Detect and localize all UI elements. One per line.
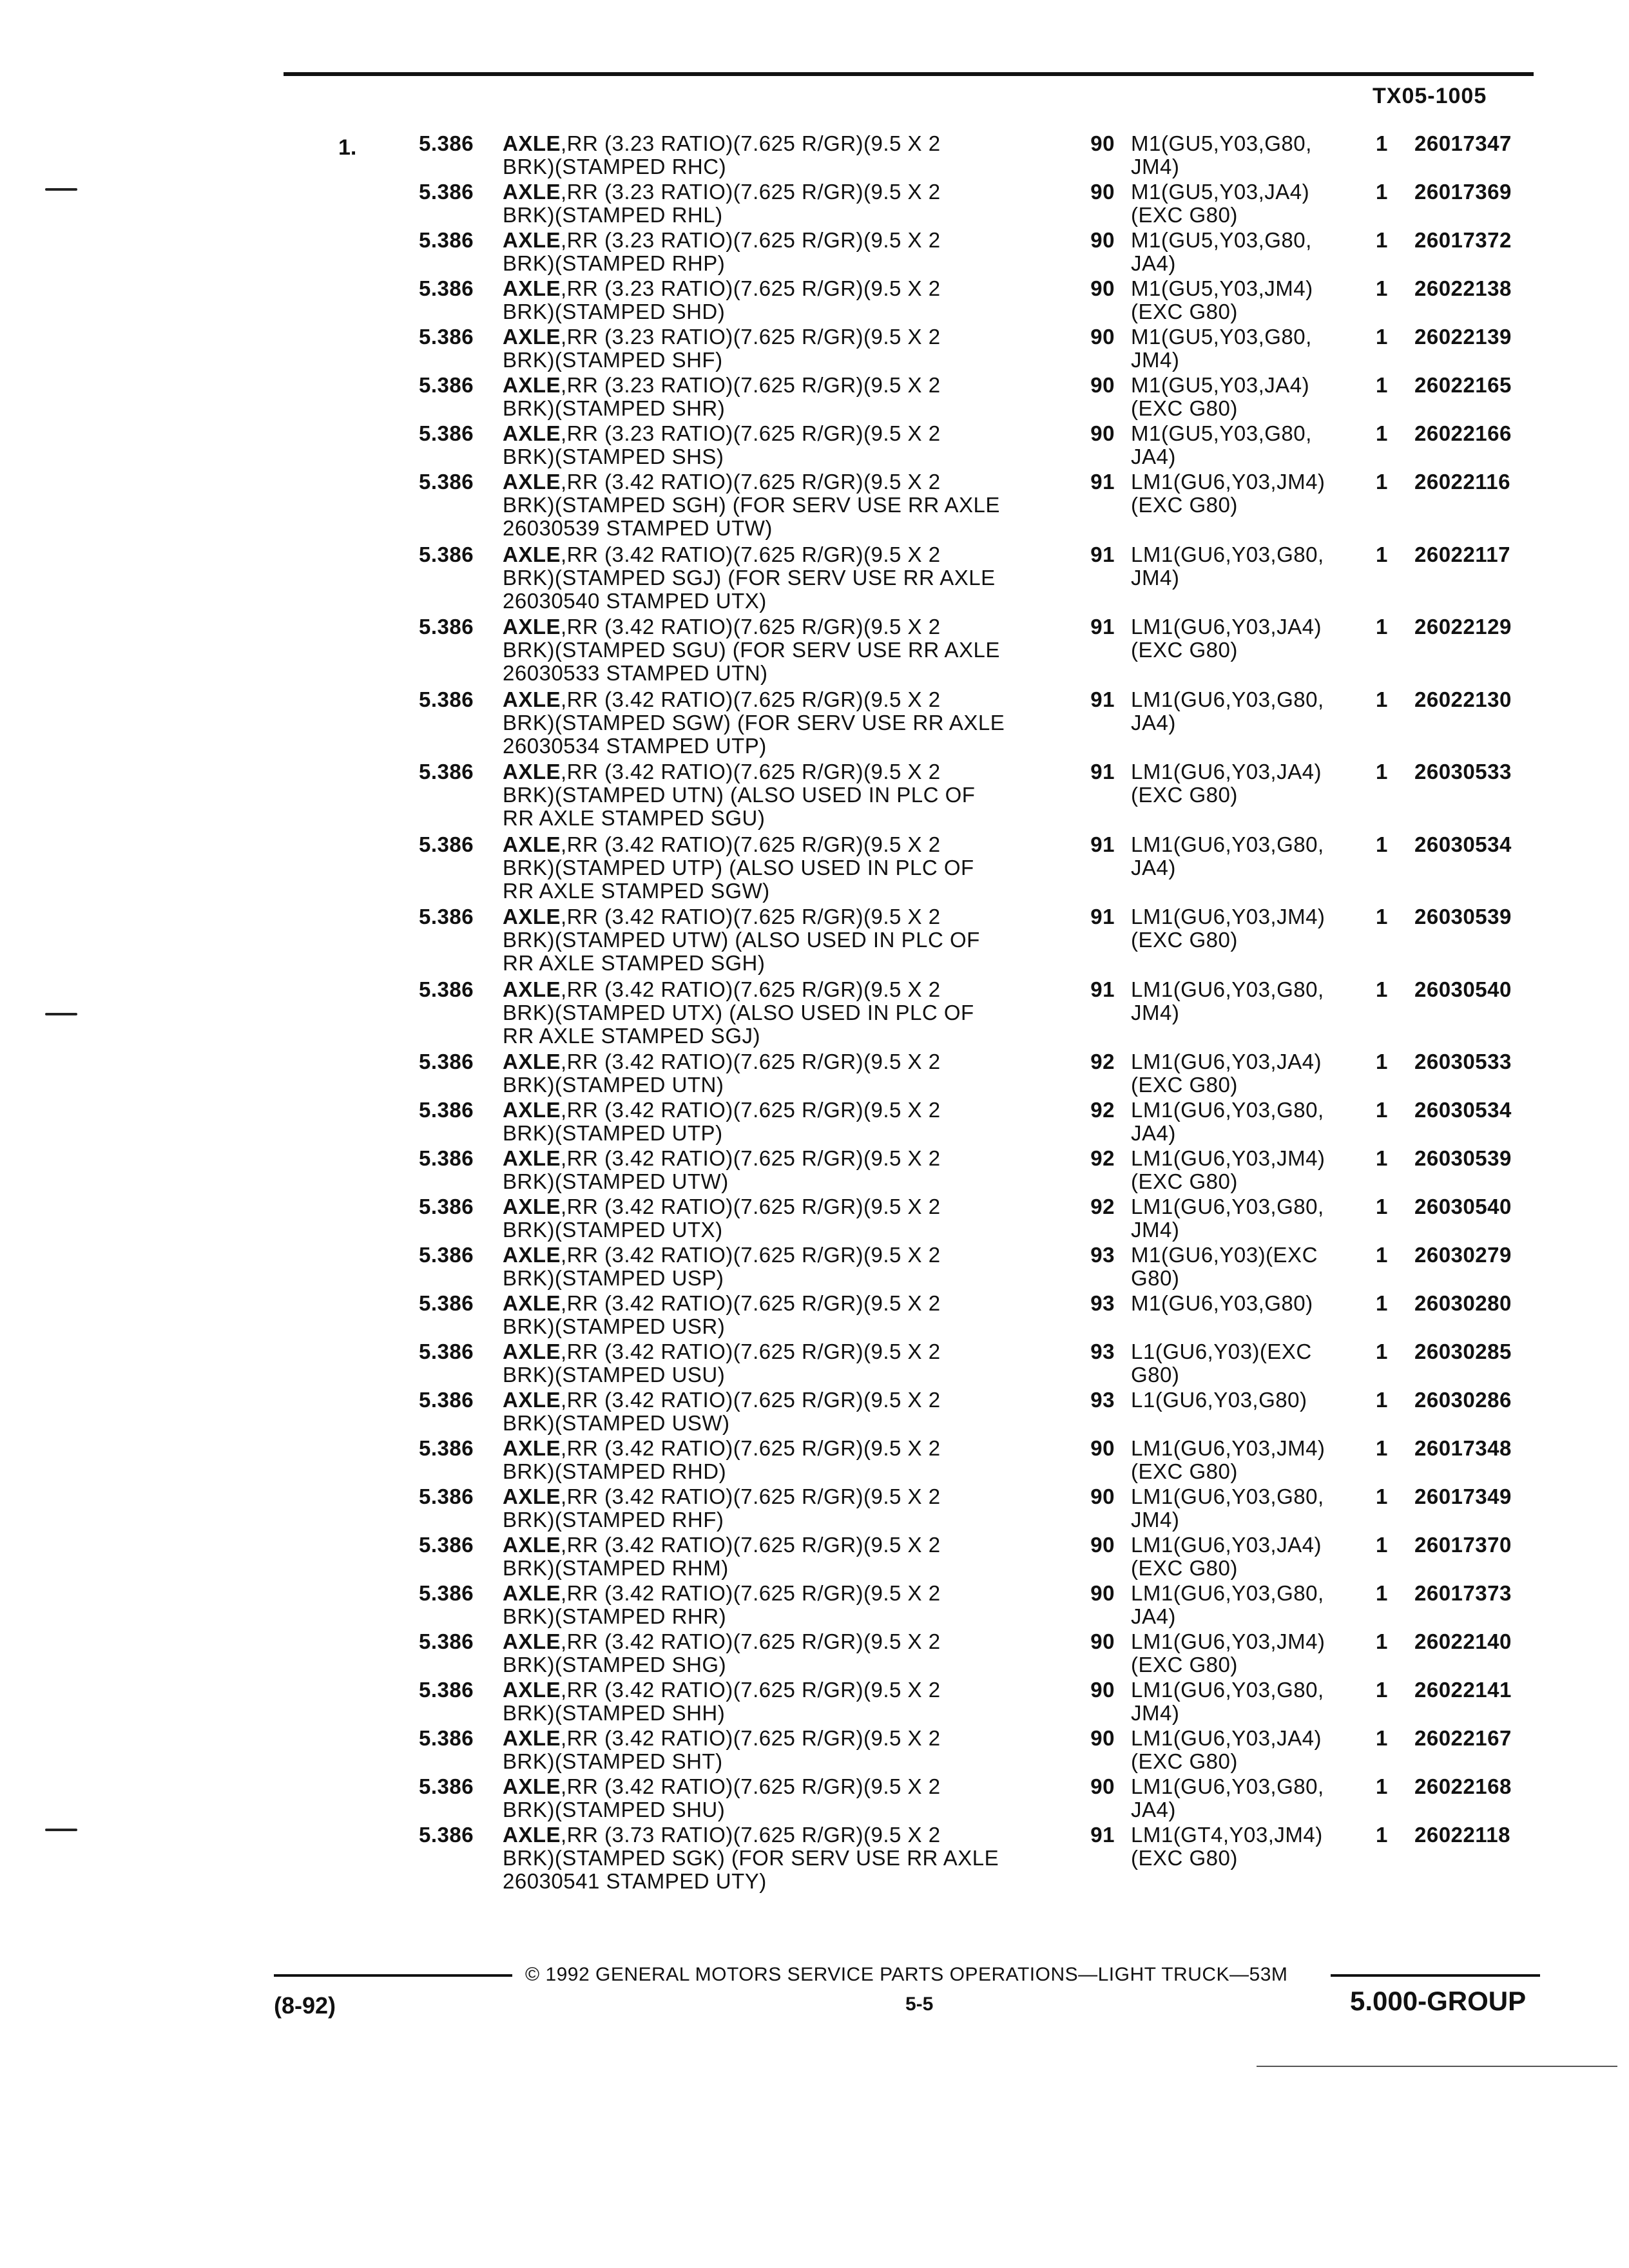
document-code: TX05-1005 (1373, 84, 1487, 108)
section-number: 5.386 (419, 325, 474, 349)
section-number: 5.386 (419, 180, 474, 204)
part-name: AXLE (503, 1774, 561, 1798)
quantity: 1 (1376, 1726, 1388, 1750)
part-detail: ,RR (3.42 RATIO)(7.625 R/GR)(9.5 X 2 BRK)(STAMPED USU) (503, 1340, 941, 1387)
part-detail: ,RR (3.42 RATIO)(7.625 R/GR)(9.5 X 2 BRK)(STAMPED UTW) (ALSO USED IN PLC OF RR AXLE STAMPED SGH) (503, 905, 980, 975)
scan-artifact-line (1257, 2066, 1617, 2067)
model-year: 90 (1090, 180, 1115, 204)
part-detail: ,RR (3.42 RATIO)(7.625 R/GR)(9.5 X 2 BRK)(STAMPED UTX) (503, 1195, 941, 1242)
part-detail: ,RR (3.23 RATIO)(7.625 R/GR)(9.5 X 2 BRK)(STAMPED RHC) (503, 131, 941, 178)
model-usage: M1(GU5,Y03,JA4) (EXC G80) (1131, 373, 1310, 420)
quantity: 1 (1376, 832, 1388, 856)
section-number: 5.386 (419, 760, 474, 783)
model-year: 92 (1090, 1050, 1115, 1073)
model-usage: LM1(GU6,Y03,G80, JM4) (1131, 1678, 1324, 1725)
quantity: 1 (1376, 1243, 1388, 1267)
quantity: 1 (1376, 905, 1388, 928)
part-number: 26022116 (1414, 470, 1511, 494)
part-number: 26022141 (1414, 1678, 1512, 1702)
model-year: 90 (1090, 1678, 1115, 1702)
part-name: AXLE (503, 687, 561, 711)
model-usage: LM1(GU6,Y03,G80, JM4) (1131, 1195, 1324, 1242)
part-detail: ,RR (3.42 RATIO)(7.625 R/GR)(9.5 X 2 BRK)(STAMPED USW) (503, 1388, 941, 1435)
part-name: AXLE (503, 542, 561, 566)
section-number: 5.386 (419, 1629, 474, 1653)
part-detail: ,RR (3.42 RATIO)(7.625 R/GR)(9.5 X 2 BRK)(STAMPED SGJ) (FOR SERV USE RR AXLE 26030540 STAMPED UTX) (503, 542, 996, 613)
model-usage: LM1(GU6,Y03,JM4) (EXC G80) (1131, 1436, 1325, 1483)
quantity: 1 (1376, 760, 1388, 783)
quantity: 1 (1376, 542, 1388, 566)
group-label: 5.000-GROUP (1350, 1986, 1527, 2016)
model-year: 90 (1090, 1436, 1115, 1460)
model-year: 90 (1090, 1774, 1115, 1798)
part-name: AXLE (503, 373, 561, 397)
model-year: 90 (1090, 421, 1115, 445)
section-number: 5.386 (419, 1050, 474, 1073)
quantity: 1 (1376, 1098, 1388, 1122)
part-number: 26030534 (1414, 1098, 1512, 1122)
part-name: AXLE (503, 1485, 561, 1508)
part-description (503, 1050, 1050, 1097)
page-number: 5-5 (905, 1994, 934, 2015)
model-usage: L1(GU6,Y03)(EXC G80) (1131, 1340, 1312, 1387)
part-number: 26030533 (1414, 1050, 1512, 1073)
part-name: AXLE (503, 1533, 561, 1557)
part-number: 26022140 (1414, 1629, 1512, 1653)
margin-mark (45, 1829, 77, 1831)
part-name: AXLE (503, 1340, 561, 1363)
model-year: 91 (1090, 615, 1115, 639)
part-number: 26017348 (1414, 1436, 1512, 1460)
part-description (503, 1630, 1050, 1677)
part-number: 26022166 (1414, 421, 1512, 445)
part-description (503, 1485, 1050, 1532)
part-description (503, 470, 1050, 540)
part-name: AXLE (503, 1823, 561, 1847)
section-number: 5.386 (419, 1581, 474, 1605)
header-rule (284, 72, 1534, 76)
section-number: 5.386 (419, 373, 474, 397)
part-description (503, 1533, 1050, 1580)
section-number: 5.386 (419, 1533, 474, 1557)
quantity: 1 (1376, 1533, 1388, 1557)
section-number: 5.386 (419, 687, 474, 711)
section-number: 5.386 (419, 1678, 474, 1702)
model-usage: LM1(GU6,Y03,JM4) (EXC G80) (1131, 1146, 1325, 1193)
part-name: AXLE (503, 1098, 561, 1122)
model-usage: LM1(GU6,Y03,JM4) (EXC G80) (1131, 470, 1325, 517)
model-usage: LM1(GU6,Y03,G80, JA4) (1131, 1098, 1324, 1145)
model-usage: M1(GU5,Y03,JM4) (EXC G80) (1131, 276, 1313, 323)
part-name: AXLE (503, 228, 561, 252)
part-detail: ,RR (3.42 RATIO)(7.625 R/GR)(9.5 X 2 BRK)(STAMPED RHM) (503, 1533, 941, 1580)
model-usage: LM1(GU6,Y03,G80, JA4) (1131, 1774, 1324, 1821)
model-year: 91 (1090, 760, 1115, 783)
section-number: 5.386 (419, 977, 474, 1001)
part-number: 26022118 (1414, 1823, 1511, 1847)
margin-mark (45, 188, 77, 191)
model-year: 92 (1090, 1195, 1115, 1218)
model-usage: LM1(GU6,Y03,G80, JM4) (1131, 542, 1324, 590)
part-detail: ,RR (3.42 RATIO)(7.625 R/GR)(9.5 X 2 BRK)(STAMPED RHD) (503, 1436, 941, 1483)
model-year: 90 (1090, 1533, 1115, 1557)
model-usage: M1(GU5,Y03,G80, JM4) (1131, 131, 1312, 178)
model-usage: M1(GU5,Y03,G80, JA4) (1131, 421, 1312, 468)
part-description (503, 1340, 1050, 1387)
part-detail: ,RR (3.42 RATIO)(7.625 R/GR)(9.5 X 2 BRK)(STAMPED USP) (503, 1243, 941, 1290)
section-number: 5.386 (419, 1436, 474, 1460)
part-name: AXLE (503, 1050, 561, 1073)
model-usage: LM1(GT4,Y03,JM4) (EXC G80) (1131, 1823, 1323, 1870)
model-year: 91 (1090, 905, 1115, 928)
part-detail: ,RR (3.23 RATIO)(7.625 R/GR)(9.5 X 2 BRK)(STAMPED SHS) (503, 421, 941, 468)
part-detail: ,RR (3.42 RATIO)(7.625 R/GR)(9.5 X 2 BRK)(STAMPED SHG) (503, 1629, 941, 1677)
part-description (503, 1727, 1050, 1773)
part-detail: ,RR (3.42 RATIO)(7.625 R/GR)(9.5 X 2 BRK)(STAMPED SHH) (503, 1678, 941, 1725)
part-name: AXLE (503, 1195, 561, 1218)
model-year: 93 (1090, 1340, 1115, 1363)
part-description (503, 833, 1050, 903)
part-description (503, 543, 1050, 613)
part-name: AXLE (503, 1243, 561, 1267)
model-usage: LM1(GU6,Y03,G80, JM4) (1131, 977, 1324, 1024)
quantity: 1 (1376, 1823, 1388, 1847)
quantity: 1 (1376, 1581, 1388, 1605)
quantity: 1 (1376, 977, 1388, 1001)
part-detail: ,RR (3.42 RATIO)(7.625 R/GR)(9.5 X 2 BRK)(STAMPED USR) (503, 1291, 941, 1338)
model-usage: LM1(GU6,Y03,JA4) (EXC G80) (1131, 760, 1322, 807)
section-number: 5.386 (419, 832, 474, 856)
part-name: AXLE (503, 1726, 561, 1750)
part-name: AXLE (503, 977, 561, 1001)
part-description (503, 1099, 1050, 1145)
model-year: 90 (1090, 1485, 1115, 1508)
model-year: 92 (1090, 1098, 1115, 1122)
part-number: 26022129 (1414, 615, 1512, 639)
quantity: 1 (1376, 228, 1388, 252)
quantity: 1 (1376, 180, 1388, 204)
part-detail: ,RR (3.42 RATIO)(7.625 R/GR)(9.5 X 2 BRK)(STAMPED UTP) (503, 1098, 941, 1145)
model-usage: LM1(GU6,Y03,JM4) (EXC G80) (1131, 905, 1325, 952)
section-number: 5.386 (419, 276, 474, 300)
part-number: 26017349 (1414, 1485, 1512, 1508)
model-year: 93 (1090, 1388, 1115, 1412)
model-usage: M1(GU5,Y03,G80, JM4) (1131, 325, 1312, 372)
part-detail: ,RR (3.42 RATIO)(7.625 R/GR)(9.5 X 2 BRK)(STAMPED SGH) (FOR SERV USE RR AXLE 26030539 STAMPED UTW) (503, 470, 1000, 540)
quantity: 1 (1376, 373, 1388, 397)
part-description (503, 688, 1050, 758)
model-usage: LM1(GU6,Y03,JA4) (EXC G80) (1131, 1533, 1322, 1580)
quantity: 1 (1376, 1388, 1388, 1412)
part-name: AXLE (503, 421, 561, 445)
part-detail: ,RR (3.23 RATIO)(7.625 R/GR)(9.5 X 2 BRK)(STAMPED RHP) (503, 228, 941, 275)
part-detail: ,RR (3.42 RATIO)(7.625 R/GR)(9.5 X 2 BRK)(STAMPED SHT) (503, 1726, 941, 1773)
part-detail: ,RR (3.42 RATIO)(7.625 R/GR)(9.5 X 2 BRK)(STAMPED UTW) (503, 1146, 941, 1193)
section-number: 5.386 (419, 421, 474, 445)
part-name: AXLE (503, 905, 561, 928)
footer-rule-left (274, 1974, 512, 1977)
model-year: 90 (1090, 131, 1115, 155)
model-usage: LM1(GU6,Y03,JA4) (EXC G80) (1131, 1050, 1322, 1097)
part-description (503, 1678, 1050, 1725)
section-number: 5.386 (419, 1291, 474, 1315)
model-year: 90 (1090, 1581, 1115, 1605)
part-number: 26030534 (1414, 832, 1512, 856)
section-number: 5.386 (419, 1098, 474, 1122)
part-detail: ,RR (3.23 RATIO)(7.625 R/GR)(9.5 X 2 BRK)(STAMPED SHR) (503, 373, 941, 420)
part-number: 26022117 (1414, 542, 1511, 566)
model-year: 93 (1090, 1291, 1115, 1315)
part-number: 26022165 (1414, 373, 1512, 397)
part-detail: ,RR (3.42 RATIO)(7.625 R/GR)(9.5 X 2 BRK)(STAMPED UTX) (ALSO USED IN PLC OF RR AXLE STAMPED SGJ) (503, 977, 974, 1048)
model-usage: M1(GU5,Y03,JA4) (EXC G80) (1131, 180, 1310, 227)
part-number: 26022138 (1414, 276, 1512, 300)
model-usage: LM1(GU6,Y03,G80, JA4) (1131, 832, 1324, 879)
quantity: 1 (1376, 1340, 1388, 1363)
part-number: 26030279 (1414, 1243, 1512, 1267)
section-number: 5.386 (419, 1823, 474, 1847)
model-year: 90 (1090, 325, 1115, 349)
part-name: AXLE (503, 180, 561, 204)
part-name: AXLE (503, 1629, 561, 1653)
part-description (503, 1823, 1050, 1893)
group-number: 1. (338, 135, 357, 160)
section-number: 5.386 (419, 1485, 474, 1508)
part-description (503, 374, 1050, 420)
quantity: 1 (1376, 1291, 1388, 1315)
section-number: 5.386 (419, 615, 474, 639)
part-detail: ,RR (3.23 RATIO)(7.625 R/GR)(9.5 X 2 BRK)(STAMPED SHD) (503, 276, 941, 323)
quantity: 1 (1376, 1678, 1388, 1702)
model-usage: M1(GU6,Y03)(EXC G80) (1131, 1243, 1318, 1290)
part-number: 26030539 (1414, 905, 1512, 928)
part-number: 26022130 (1414, 687, 1512, 711)
quantity: 1 (1376, 687, 1388, 711)
quantity: 1 (1376, 1774, 1388, 1798)
footer-rule-right (1331, 1974, 1540, 1977)
quantity: 1 (1376, 1050, 1388, 1073)
section-number: 5.386 (419, 228, 474, 252)
section-number: 5.386 (419, 1243, 474, 1267)
model-year: 91 (1090, 542, 1115, 566)
section-number: 5.386 (419, 1195, 474, 1218)
part-number: 26030540 (1414, 977, 1512, 1001)
part-number: 26017370 (1414, 1533, 1512, 1557)
quantity: 1 (1376, 276, 1388, 300)
section-number: 5.386 (419, 905, 474, 928)
model-year: 90 (1090, 228, 1115, 252)
section-number: 5.386 (419, 470, 474, 494)
part-number: 26030533 (1414, 760, 1512, 783)
model-year: 91 (1090, 1823, 1115, 1847)
part-name: AXLE (503, 1581, 561, 1605)
revision-date: (8-92) (274, 1992, 336, 2019)
part-detail: ,RR (3.42 RATIO)(7.625 R/GR)(9.5 X 2 BRK)(STAMPED RHR) (503, 1581, 941, 1628)
part-number: 26022167 (1414, 1726, 1512, 1750)
part-description (503, 422, 1050, 468)
model-year: 92 (1090, 1146, 1115, 1170)
part-description (503, 180, 1050, 227)
model-usage: L1(GU6,Y03,G80) (1131, 1388, 1307, 1412)
part-name: AXLE (503, 1678, 561, 1702)
part-number: 26022168 (1414, 1774, 1512, 1798)
quantity: 1 (1376, 421, 1388, 445)
section-number: 5.386 (419, 1726, 474, 1750)
part-detail: ,RR (3.23 RATIO)(7.625 R/GR)(9.5 X 2 BRK)(STAMPED SHF) (503, 325, 941, 372)
model-usage: LM1(GU6,Y03,JA4) (EXC G80) (1131, 615, 1322, 662)
section-number: 5.386 (419, 542, 474, 566)
part-name: AXLE (503, 276, 561, 300)
part-number: 26017347 (1414, 131, 1512, 155)
model-usage: LM1(GU6,Y03,G80, JA4) (1131, 1581, 1324, 1628)
part-description (503, 1244, 1050, 1290)
part-name: AXLE (503, 1146, 561, 1170)
quantity: 1 (1376, 325, 1388, 349)
part-description (503, 1292, 1050, 1338)
part-number: 26017369 (1414, 180, 1512, 204)
section-number: 5.386 (419, 1774, 474, 1798)
model-year: 90 (1090, 373, 1115, 397)
part-description (503, 132, 1050, 178)
part-number: 26030286 (1414, 1388, 1512, 1412)
copyright-notice: © 1992 GENERAL MOTORS SERVICE PARTS OPERATIONS—LIGHT TRUCK—53M (525, 1964, 1288, 1985)
part-description (503, 325, 1050, 372)
part-description (503, 905, 1050, 975)
part-name: AXLE (503, 131, 561, 155)
part-description (503, 229, 1050, 275)
part-detail: ,RR (3.42 RATIO)(7.625 R/GR)(9.5 X 2 BRK)(STAMPED UTP) (ALSO USED IN PLC OF RR AXLE STAMPED SGW) (503, 832, 974, 903)
part-name: AXLE (503, 470, 561, 494)
quantity: 1 (1376, 1146, 1388, 1170)
quantity: 1 (1376, 1485, 1388, 1508)
part-description (503, 760, 1050, 830)
part-number: 26030285 (1414, 1340, 1512, 1363)
part-name: AXLE (503, 615, 561, 639)
model-usage: LM1(GU6,Y03,JM4) (EXC G80) (1131, 1629, 1325, 1677)
part-description (503, 1147, 1050, 1193)
part-number: 26017372 (1414, 228, 1512, 252)
section-number: 5.386 (419, 1340, 474, 1363)
part-name: AXLE (503, 832, 561, 856)
margin-mark (45, 1013, 77, 1015)
model-year: 90 (1090, 276, 1115, 300)
part-description (503, 978, 1050, 1048)
model-usage: LM1(GU6,Y03,G80, JM4) (1131, 1485, 1324, 1532)
model-year: 91 (1090, 687, 1115, 711)
part-name: AXLE (503, 1388, 561, 1412)
quantity: 1 (1376, 470, 1388, 494)
part-description (503, 1775, 1050, 1821)
model-year: 91 (1090, 832, 1115, 856)
part-description (503, 1389, 1050, 1435)
part-name: AXLE (503, 325, 561, 349)
part-name: AXLE (503, 1291, 561, 1315)
part-detail: ,RR (3.42 RATIO)(7.625 R/GR)(9.5 X 2 BRK)(STAMPED SGW) (FOR SERV USE RR AXLE 26030534 STAMPED UTP) (503, 687, 1005, 758)
part-number: 26022139 (1414, 325, 1512, 349)
quantity: 1 (1376, 1195, 1388, 1218)
part-detail: ,RR (3.42 RATIO)(7.625 R/GR)(9.5 X 2 BRK)(STAMPED SHU) (503, 1774, 941, 1821)
part-description (503, 1582, 1050, 1628)
model-year: 91 (1090, 470, 1115, 494)
part-number: 26017373 (1414, 1581, 1512, 1605)
section-number: 5.386 (419, 131, 474, 155)
model-year: 90 (1090, 1629, 1115, 1653)
part-detail: ,RR (3.42 RATIO)(7.625 R/GR)(9.5 X 2 BRK)(STAMPED UTN) (503, 1050, 941, 1097)
part-number: 26030280 (1414, 1291, 1512, 1315)
quantity: 1 (1376, 1436, 1388, 1460)
part-detail: ,RR (3.73 RATIO)(7.625 R/GR)(9.5 X 2 BRK)(STAMPED SGK) (FOR SERV USE RR AXLE 26030541 STAMPED UTY) (503, 1823, 999, 1893)
part-name: AXLE (503, 1436, 561, 1460)
section-number: 5.386 (419, 1388, 474, 1412)
section-number: 5.386 (419, 1146, 474, 1170)
part-detail: ,RR (3.23 RATIO)(7.625 R/GR)(9.5 X 2 BRK)(STAMPED RHL) (503, 180, 941, 227)
part-description (503, 1437, 1050, 1483)
part-description (503, 1195, 1050, 1242)
part-detail: ,RR (3.42 RATIO)(7.625 R/GR)(9.5 X 2 BRK)(STAMPED UTN) (ALSO USED IN PLC OF RR AXLE STAMPED SGU) (503, 760, 976, 830)
model-year: 93 (1090, 1243, 1115, 1267)
part-name: AXLE (503, 760, 561, 783)
quantity: 1 (1376, 131, 1388, 155)
part-detail: ,RR (3.42 RATIO)(7.625 R/GR)(9.5 X 2 BRK)(STAMPED RHF) (503, 1485, 941, 1532)
quantity: 1 (1376, 1629, 1388, 1653)
part-number: 26030539 (1414, 1146, 1512, 1170)
model-usage: LM1(GU6,Y03,JA4) (EXC G80) (1131, 1726, 1322, 1773)
model-usage: M1(GU5,Y03,G80, JA4) (1131, 228, 1312, 275)
part-description (503, 277, 1050, 323)
part-number: 26030540 (1414, 1195, 1512, 1218)
part-description (503, 615, 1050, 685)
part-detail: ,RR (3.42 RATIO)(7.625 R/GR)(9.5 X 2 BRK)(STAMPED SGU) (FOR SERV USE RR AXLE 26030533 STAMPED UTN) (503, 615, 1000, 685)
model-usage: M1(GU6,Y03,G80) (1131, 1291, 1313, 1315)
model-year: 90 (1090, 1726, 1115, 1750)
model-usage: LM1(GU6,Y03,G80, JA4) (1131, 687, 1324, 735)
quantity: 1 (1376, 615, 1388, 639)
model-year: 91 (1090, 977, 1115, 1001)
